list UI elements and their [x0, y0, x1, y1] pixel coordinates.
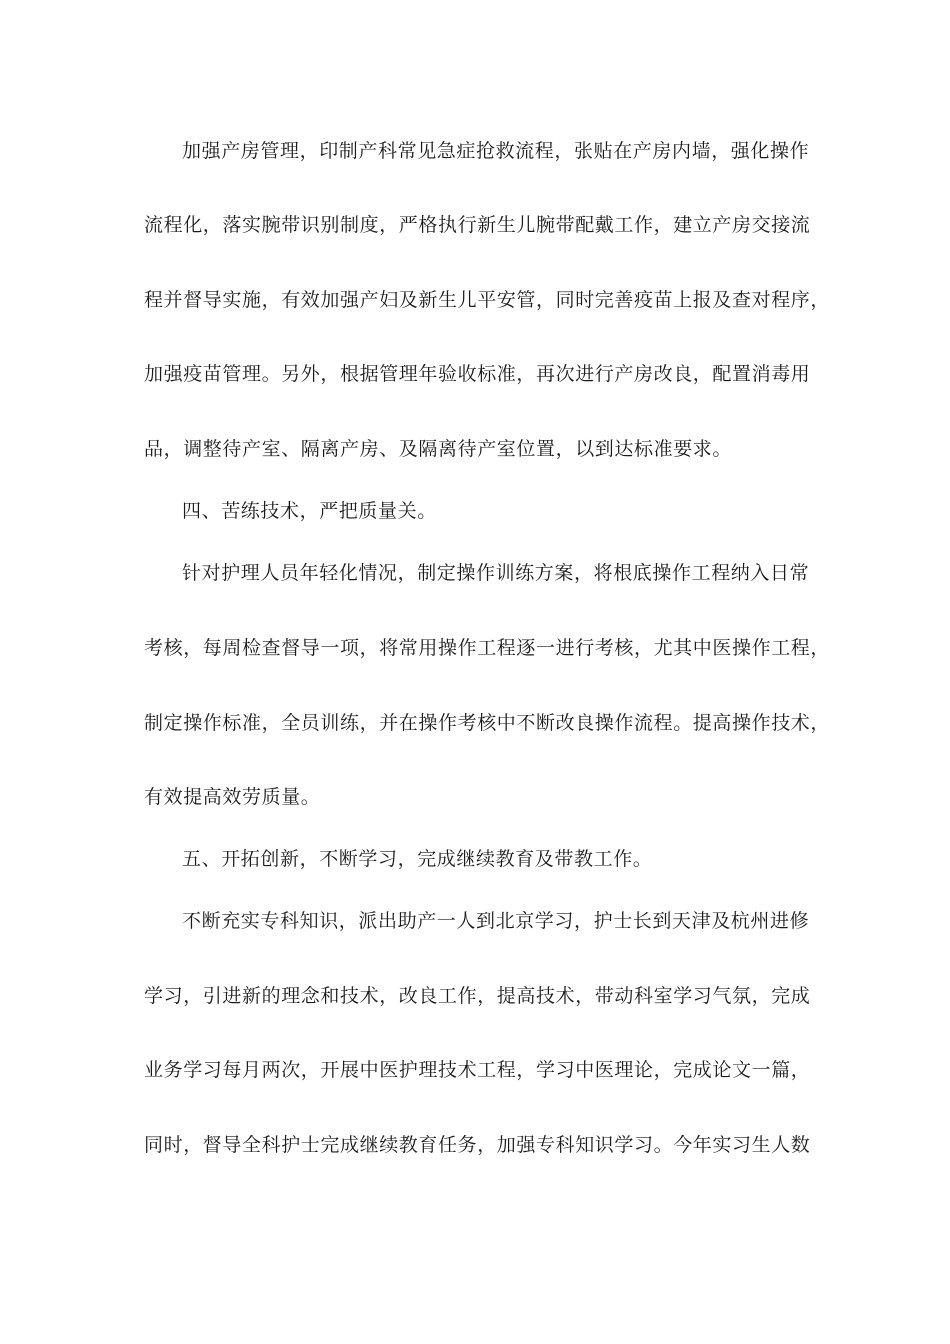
paragraph-3-line-3: 制定操作标准，全员训练，并在操作考核中不断改良操作流程。提高操作技术，: [144, 712, 831, 734]
paragraph-1-line-5: 品，调整待产室、隔离产房、及隔离待产室位置，以到达标准要求。: [144, 438, 733, 460]
paragraph-3-line-1: 针对护理人员年轻化情况，制定操作训练方案，将根底操作工程纳入日常: [182, 562, 810, 584]
paragraph-1-line-2: 流程化，落实腕带识别制度，严格执行新生儿腕带配戴工作，建立产房交接流: [144, 214, 811, 236]
paragraph-5-line-1: 不断充实专科知识，派出助产一人到北京学习，护士长到天津及杭州进修: [182, 910, 810, 932]
paragraph-1-line-1: 加强产房管理，印制产科常见急症抢救流程，张贴在产房内墙，强化操作: [182, 140, 810, 162]
paragraph-5-line-2: 学习，引进新的理念和技术，改良工作，提高技术，带动科室学习气氛，完成: [144, 985, 811, 1007]
paragraph-3-line-2: 考核，每周检查督导一项，将常用操作工程逐一进行考核，尤其中医操作工程，: [144, 637, 831, 659]
paragraph-1-line-3: 程并督导实施，有效加强产妇及新生儿平安管，同时完善疫苗上报及查对程序，: [144, 289, 831, 311]
paragraph-5-line-3: 业务学习每月两次，开展中医护理技术工程，学习中医理论，完成论文一篇，: [144, 1059, 811, 1081]
section-heading-5: 五、开拓创新，不断学习，完成继续教育及带教工作。: [182, 848, 653, 870]
paragraph-5-line-4: 同时，督导全科护士完成继续教育任务，加强专科知识学习。今年实习生人数: [144, 1134, 811, 1156]
paragraph-3-line-4: 有效提高效劳质量。: [144, 786, 321, 808]
section-heading-4: 四、苦练技术，严把质量关。: [182, 500, 437, 522]
paragraph-1-line-4: 加强疫苗管理。另外，根据管理年验收标准，再次进行产房改良，配置消毒用: [144, 363, 811, 385]
